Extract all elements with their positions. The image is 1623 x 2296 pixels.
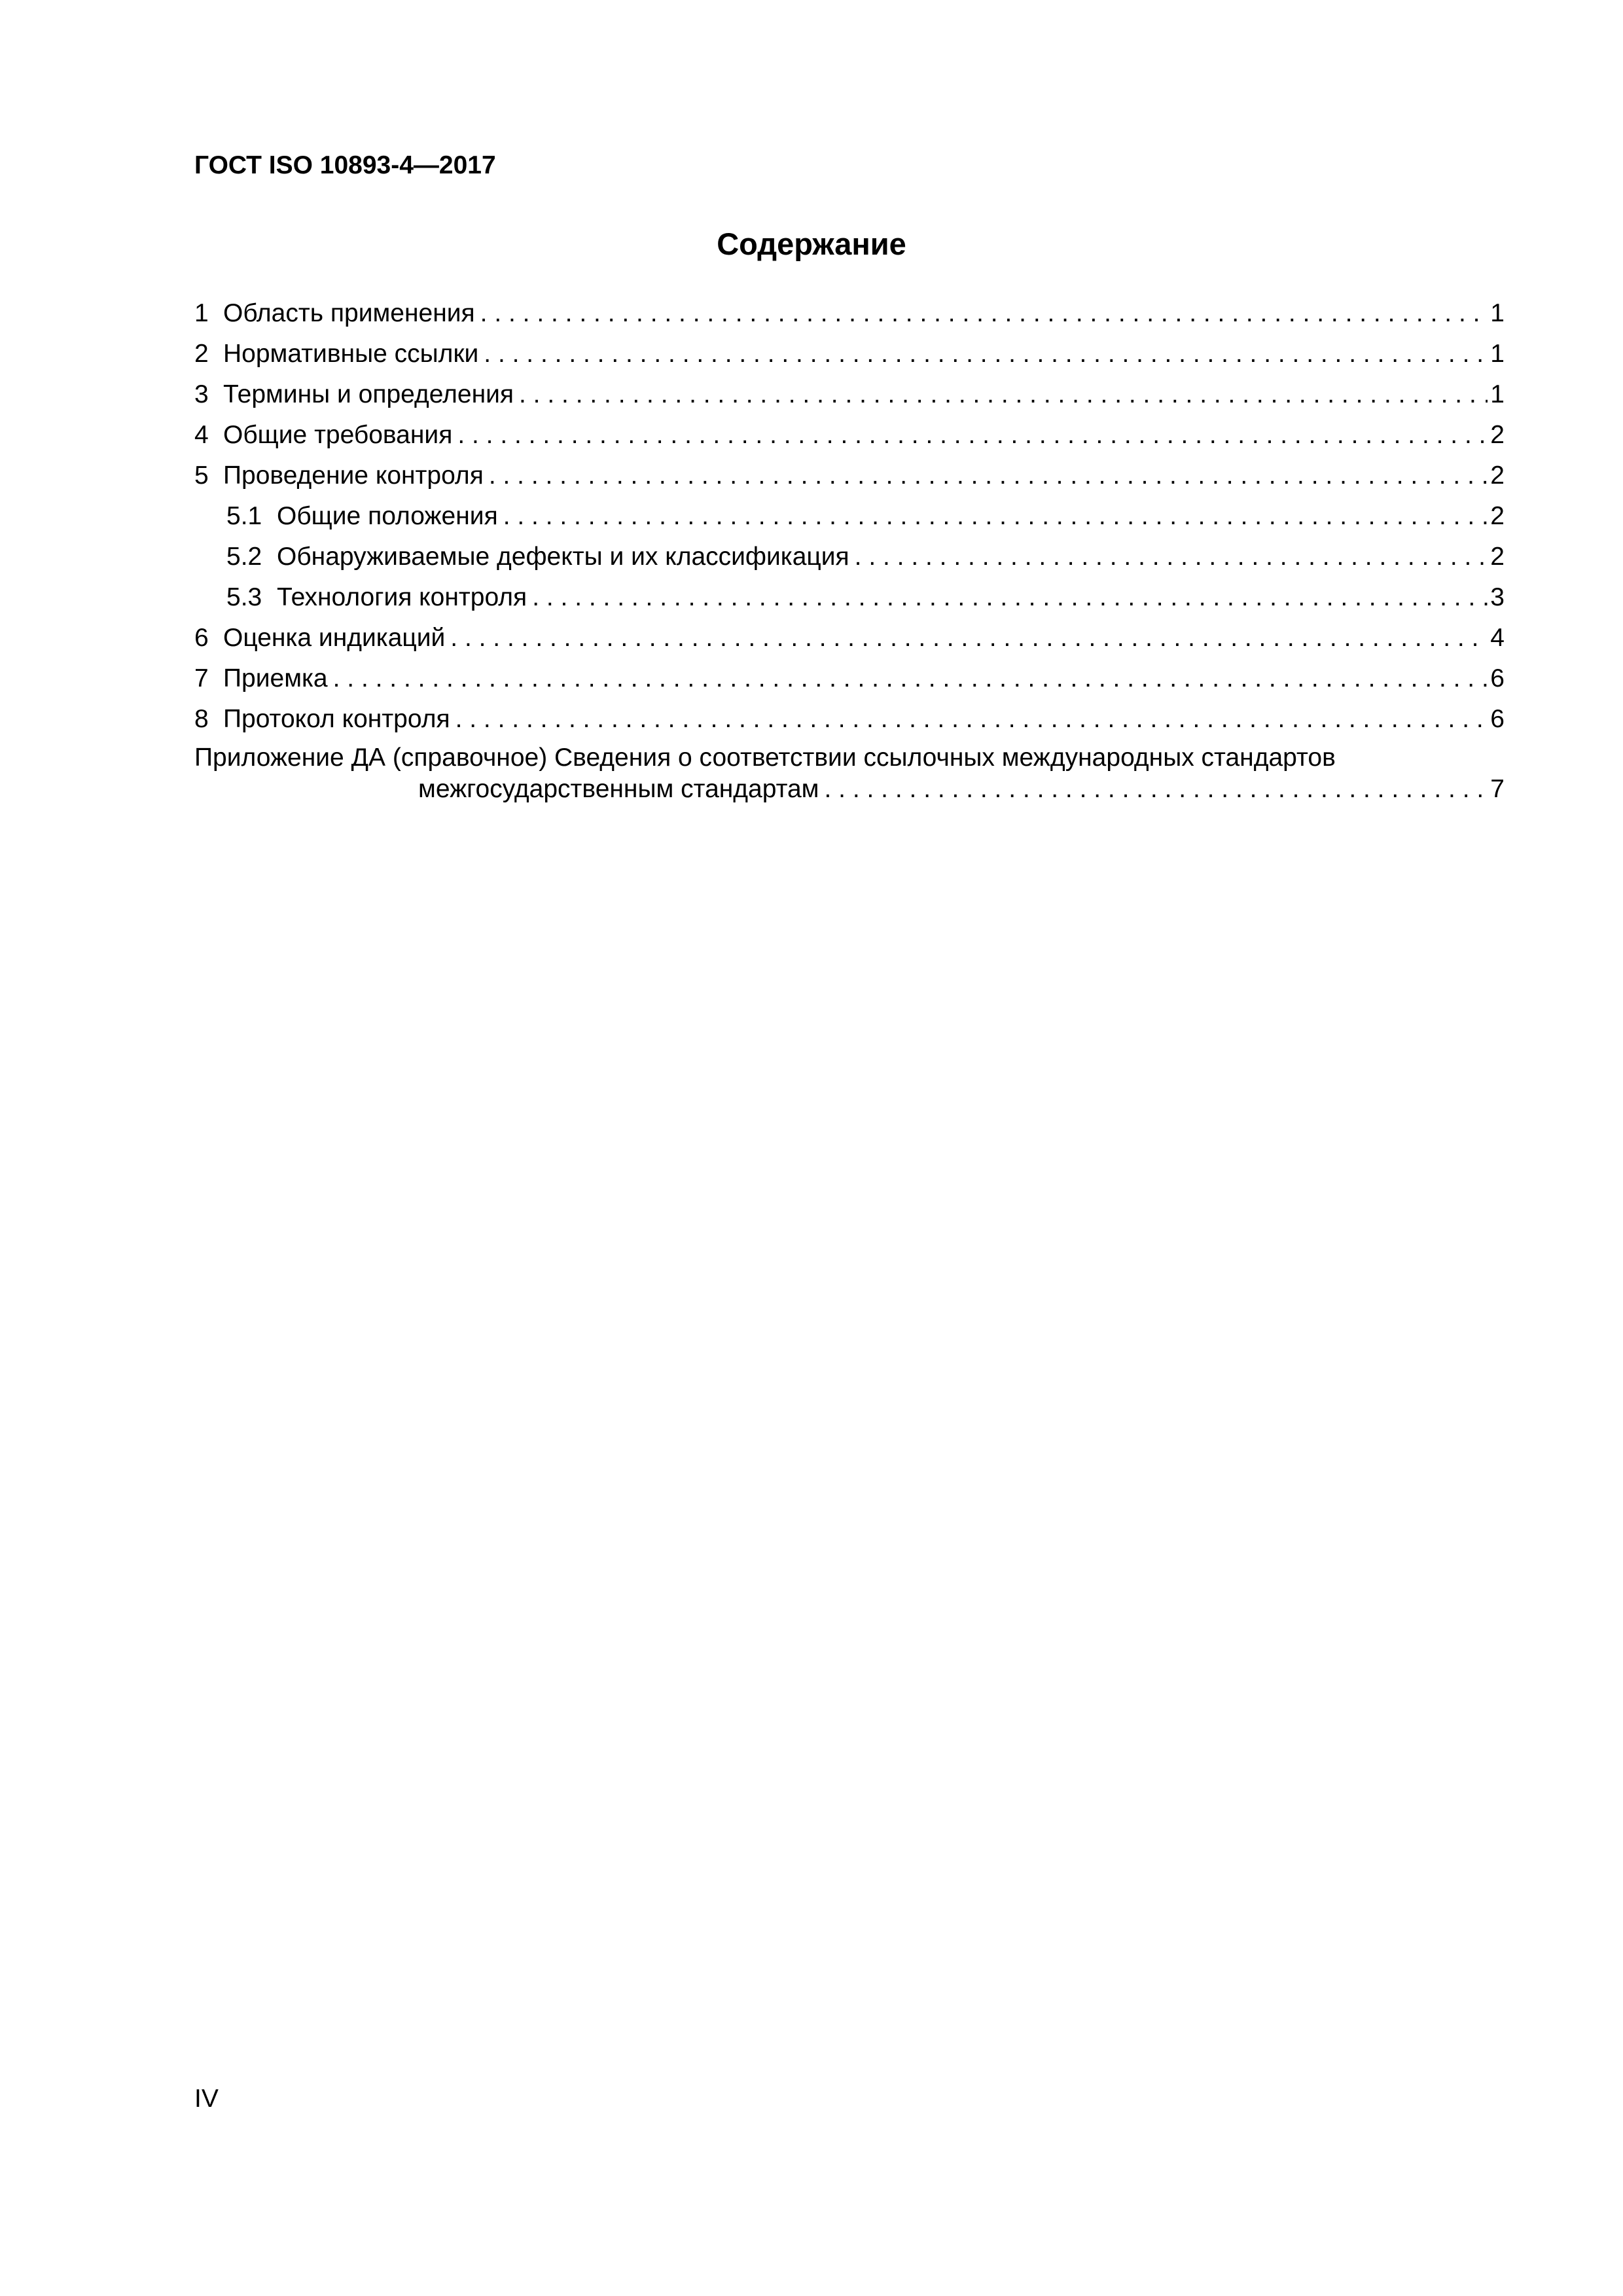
toc-entry-1[interactable] [194, 293, 1505, 334]
toc-entry-number: 6 [194, 624, 209, 652]
toc-entry-number: 5.3 [226, 583, 262, 611]
toc-entry-title: Нормативные ссылки [223, 340, 479, 368]
toc-dot-leader [484, 334, 1488, 374]
toc-entry-6[interactable] [194, 618, 1505, 658]
toc-entry-5-1[interactable] [194, 496, 1505, 537]
annex-label: Приложение ДА [194, 744, 386, 772]
toc-entry-page: 1 [1490, 380, 1505, 408]
toc-entry-8[interactable] [194, 699, 1505, 740]
toc-dot-leader [455, 699, 1488, 740]
toc-entry-number: 3 [194, 380, 209, 408]
toc-entry-title: Приемка [223, 664, 328, 692]
toc-entry-page: 6 [1490, 705, 1505, 733]
toc-dot-leader [489, 456, 1488, 496]
toc-entry-number: 2 [194, 340, 209, 368]
toc-entry-title: Технология контроля [277, 583, 527, 611]
page-number: IV [194, 2085, 219, 2113]
toc-dot-leader [532, 577, 1488, 618]
toc-entry-title: Область применения [223, 299, 475, 327]
toc-entry-title: Оценка индикаций [223, 624, 446, 652]
toc-entry-page: 4 [1490, 624, 1505, 652]
toc-entry-page: 1 [1490, 340, 1505, 368]
toc-entry-number: 1 [194, 299, 209, 327]
toc-dot-leader [333, 658, 1488, 699]
toc-dot-leader [450, 618, 1488, 658]
toc-dot-leader [825, 774, 1488, 805]
toc-title: Содержание [717, 226, 906, 261]
toc-dot-leader [519, 374, 1488, 415]
toc-entry-7[interactable] [194, 658, 1505, 699]
toc-entry-page: 2 [1490, 502, 1505, 530]
annex-second-line [194, 774, 1505, 805]
toc-entry-5-2[interactable] [194, 537, 1505, 577]
toc-entry-4[interactable] [194, 415, 1505, 456]
document-code: ГОСТ ISO 10893-4—2017 [194, 151, 496, 179]
toc-entry-page: 3 [1490, 583, 1505, 611]
toc-entry-page: 1 [1490, 299, 1505, 327]
toc-entry-number: 5.1 [226, 502, 262, 530]
toc-entry-title: Проведение контроля [223, 461, 484, 490]
toc-entry-page: 2 [1490, 543, 1505, 571]
toc-entry-number: 5 [194, 461, 209, 490]
toc-entry-page: 2 [1490, 461, 1505, 490]
toc-entry-page: 6 [1490, 664, 1505, 692]
toc-entry-annex-da[interactable] [194, 742, 1505, 805]
toc-entry-2[interactable] [194, 334, 1505, 374]
toc-dot-leader [503, 496, 1488, 537]
toc-entry-number: 8 [194, 705, 209, 733]
toc-dot-leader [855, 537, 1488, 577]
toc-entry-title: Общие требования [223, 421, 453, 449]
table-of-contents [194, 293, 1505, 805]
toc-dot-leader [457, 415, 1488, 456]
toc-entry-number: 7 [194, 664, 209, 692]
toc-entry-3[interactable] [194, 374, 1505, 415]
annex-first-line [194, 742, 1505, 774]
toc-entry-title: Обнаруживаемые дефекты и их классификация [277, 543, 849, 571]
annex-title-line2: межгосударственным стандартам [418, 775, 819, 803]
toc-dot-leader [480, 293, 1488, 334]
toc-entry-5[interactable] [194, 456, 1505, 496]
toc-entry-page: 7 [1490, 775, 1505, 803]
toc-entry-number: 4 [194, 421, 209, 449]
toc-entry-5-3[interactable] [194, 577, 1505, 618]
toc-entry-page: 2 [1490, 421, 1505, 449]
toc-entry-title: Протокол контроля [223, 705, 450, 733]
toc-entry-title: Термины и определения [223, 380, 514, 408]
toc-entry-number: 5.2 [226, 543, 262, 571]
toc-entry-title: Общие положения [277, 502, 498, 530]
annex-title-line1: (справочное) Сведения о соответствии ссылочных международных стандартов [392, 744, 1336, 772]
